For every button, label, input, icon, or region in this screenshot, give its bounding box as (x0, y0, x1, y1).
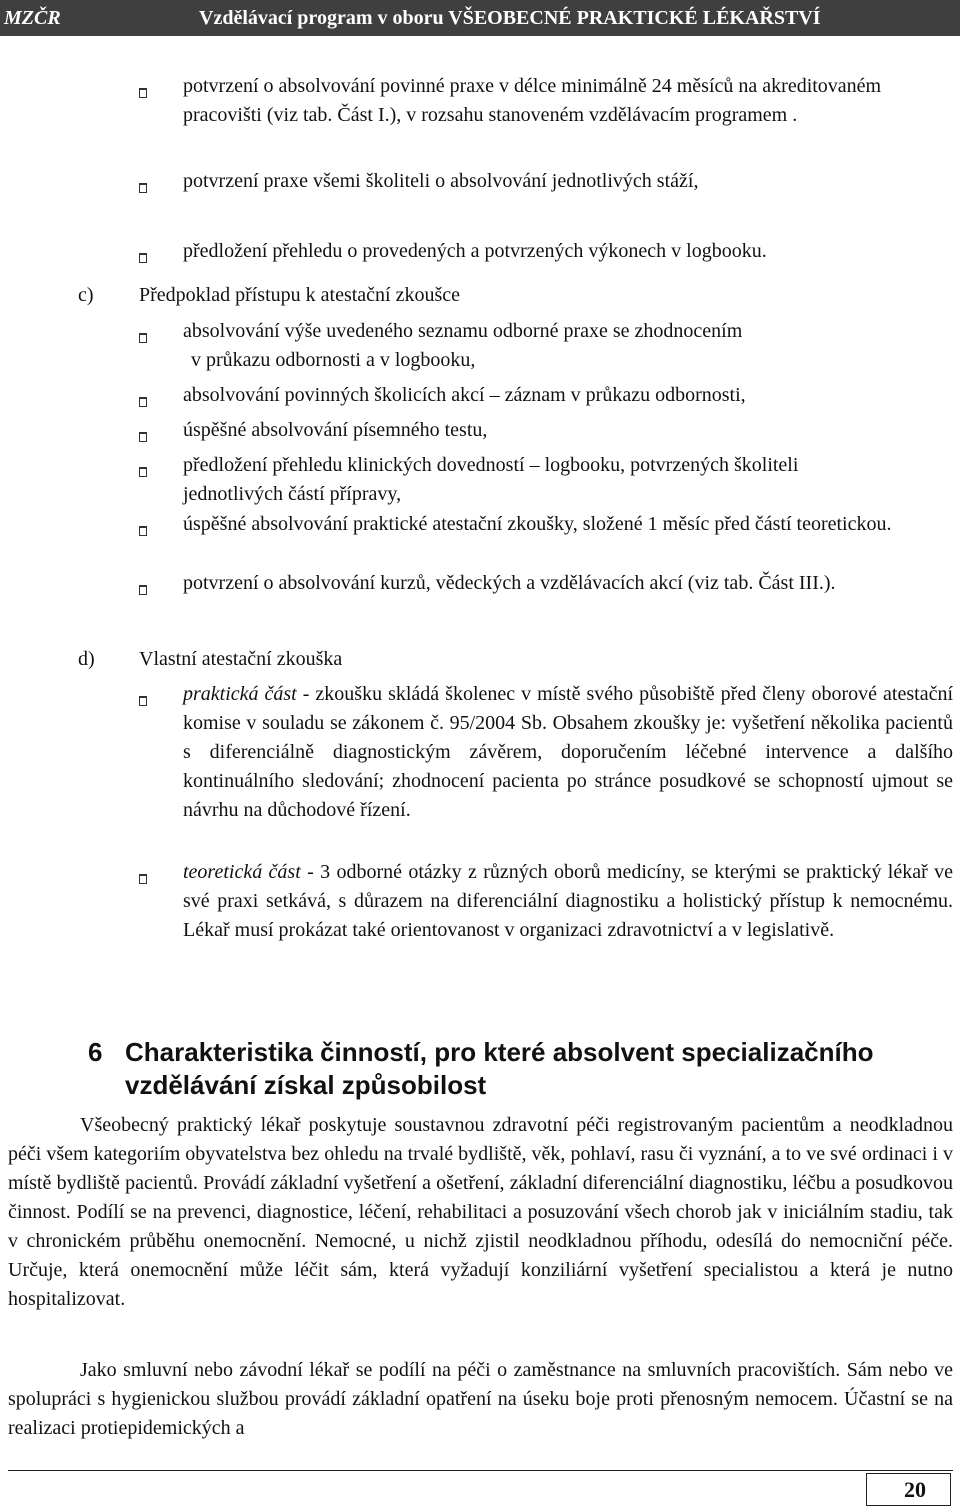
bullet-icon (139, 432, 147, 442)
list-item: potvrzení praxe všemi školiteli o absolvování jednotlivých stáží, (183, 170, 699, 192)
page-number: 20 (866, 1473, 951, 1506)
paragraph-text: Všeobecný praktický lékař poskytuje soustavnou zdravotní péči registrovaným pacientům a neodkladnou péči všem kategoriím obyvatelstva bez ohledu na trvalé bydliště, věk, pohlaví, rasu či vyznání, a to ve své ordinaci i v místě bydliště pacientů. Provádí základní vyšetření a ošetření, základní diferenciální diagnostiku, léčbu a posudkovou činnost. Podílí se na prevenci, diagnostice, léčení, rehabilitaci a posuzování všech chorob jak v iniciálním stadiu, tak v chronickém průběhu onemocnění. Nemocné, u nichž zjistil neodkladnou příhodu, odesílá do nemocniční péče. Určuje, která onemocnění může léčit sám, která vyžadují konziliární vyšetření specialistou a která je nutno hospitalizovat. (8, 1114, 953, 1310)
list-item: potvrzení o absolvování kurzů, vědeckých a vzdělávacích akcí (viz tab. Část III.). (183, 572, 836, 594)
item-label: teoretická část (183, 861, 301, 883)
bullet-icon (139, 696, 147, 706)
list-item: absolvování výše uvedeného seznamu odborné praxe se zhodnocením (183, 320, 743, 342)
paragraph (8, 1111, 953, 1314)
bullet-icon (139, 88, 147, 98)
paragraph-text: Jako smluvní nebo závodní lékař se podílí na péči o zaměstnance na smluvních pracovištích. Sám nebo ve spolupráci s hygienickou službou provádí základní opatření na úseku boje proti přenosným nemocem. Účastní se na realizaci protiepidemických a (8, 1359, 953, 1439)
list-item: úspěšné absolvování písemného testu, (183, 419, 488, 441)
footer-rule (8, 1470, 953, 1471)
section-letter: c) (78, 284, 94, 306)
bullet-icon (139, 585, 147, 595)
list-item: úspěšné absolvování praktické atestační zkoušky, složené 1 měsíc před částí teoretickou. (183, 513, 892, 535)
page-header (0, 0, 960, 36)
section-title: Vlastní atestační zkouška (139, 648, 343, 670)
list-item: potvrzení o absolvování povinné praxe v délce minimálně 24 měsíců na akreditovaném pracovišti (viz tab. Část I.), v rozsahu stanoveném vzdělávacím programem . (183, 75, 882, 126)
list-item: předložení přehledu o provedených a potvrzených výkonech v logbooku. (183, 240, 767, 262)
chapter-title: Charakteristika činností, pro které absolvent specializačního vzdělávání získal způsobilost (125, 1037, 874, 1100)
item-text: - 3 odborné otázky z různých oborů medicíny, se kterými se praktický lékař ve své praxi setkává, s důrazem na diferenciální diagnostiku a holistický přístup k nemocnému. Lékař musí prokázat také orientovanost v organizaci zdravotnictví a v legislativě. (183, 861, 953, 941)
bullet-icon (139, 874, 147, 884)
bullet-icon (139, 467, 147, 477)
header-org: MZČR (4, 7, 61, 29)
section-title: Předpoklad přístupu k atestační zkoušce (139, 284, 461, 306)
item-label: praktická část (183, 683, 297, 705)
chapter-number: 6 (88, 1037, 103, 1067)
item-text: - zkoušku skládá školenec v místě svého působiště před členy oborové atestační komise v souladu se zákonem č. 95/2004 Sb. Obsahem zkoušky je: vyšetření několika pacientů s diferenciálně diagnostickým závěrem, doporučením léčebné intervence a dalšího kontinuálního sledování; zhodnocení pacienta po stránce posudkové se schopností ujmout se návrhu na důchodové řízení. (183, 683, 953, 821)
bullet-icon (139, 183, 147, 193)
paragraph (8, 1356, 953, 1443)
bullet-icon (139, 253, 147, 263)
list-item: předložení přehledu klinických dovedností – logbooku, potvrzených školiteli jednotlivých částí přípravy, (183, 454, 799, 505)
bullet-icon (139, 397, 147, 407)
bullet-icon (139, 333, 147, 343)
section-letter: d) (78, 648, 95, 670)
list-item (183, 858, 953, 945)
list-item (183, 680, 953, 825)
header-title: Vzdělávací program v oboru VŠEOBECNÉ PRAKTICKÉ LÉKAŘSTVÍ (199, 7, 821, 29)
list-item-continuation: v průkazu odbornosti a v logbooku, (191, 349, 476, 371)
list-item: absolvování povinných školicích akcí – záznam v průkazu odbornosti, (183, 384, 746, 406)
bullet-icon (139, 526, 147, 536)
